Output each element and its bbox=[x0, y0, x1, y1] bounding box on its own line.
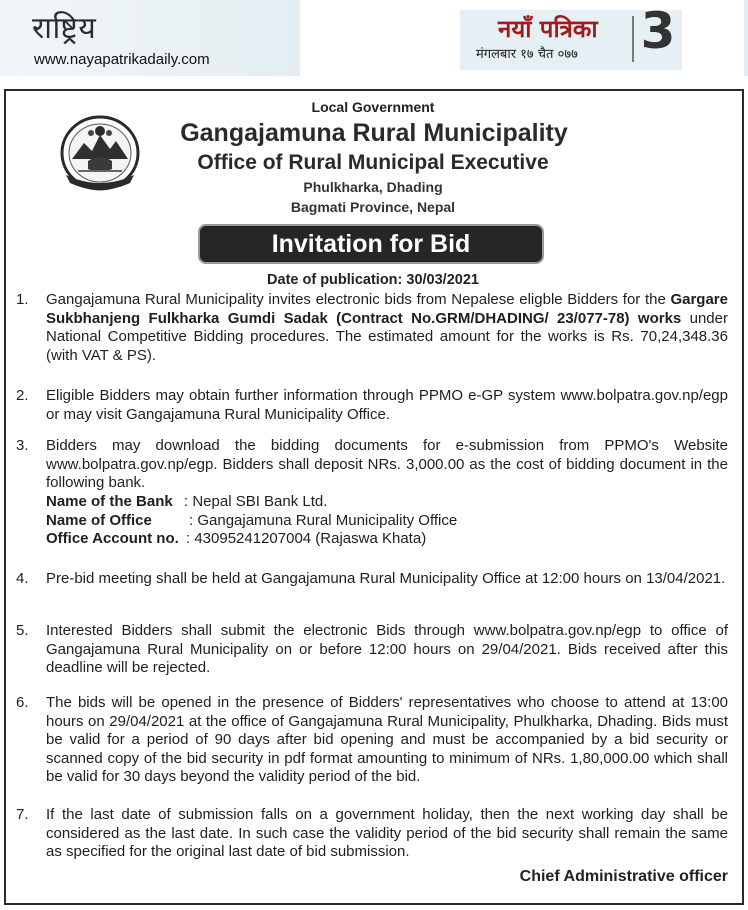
bank-detail-row bbox=[46, 493, 327, 512]
publication-date: Date of publication: 30/03/2021 bbox=[267, 272, 479, 288]
office-name: Office of Rural Municipal Executive bbox=[197, 151, 549, 174]
item-text: Pre-bid meeting shall be held at Gangajamuna Rural Municipality Office at 12:00 hours on 13/04/2021. bbox=[46, 570, 726, 587]
item-number: 6. bbox=[16, 694, 29, 711]
bank-detail-label: Name of the Bank bbox=[46, 493, 173, 510]
bank-detail-label: Name of Office bbox=[46, 511, 152, 529]
item-text: Gangajamuna Rural Municipality invites electronic bids from Nepalese eligble Bidders for the Gargare Sukbhanjeng Fulkharka Gumdi Sadak (Contract No.GRM/DHADING/ 23/077-78) works under National Competitive Bidding procedures. The estimated amount for the works is Rs. 70,24,348.36 (with VAT & PS). bbox=[46, 291, 728, 364]
item-number: 1. bbox=[16, 291, 29, 308]
item-text: Bidders may download the bidding documents for e-submission from PPMO's Website www.bolpatra.gov.np/egp. Bidders shall deposit NRs. 3,000.00 as the cost of bidding document in the following bank. bbox=[46, 437, 728, 491]
bank-detail-sep: : bbox=[189, 511, 194, 529]
signatory: Chief Administrative officer bbox=[519, 868, 728, 885]
bank-detail-value: 43095241207004 (Rajaswa Khata) bbox=[194, 530, 427, 547]
item-number: 7. bbox=[16, 806, 29, 823]
bank-detail-row bbox=[46, 512, 457, 531]
bank-detail-sep: : bbox=[186, 530, 191, 547]
item-text: If the last date of submission falls on a government holiday, then the next working day shall be considered as the last date. In such case the validity period of the bid security shall remain the same as specified for the original last date of bid submission. bbox=[46, 806, 728, 860]
website-url: www.nayapatrikadaily.com bbox=[34, 51, 210, 68]
bank-detail-label: Office Account no. bbox=[46, 530, 179, 547]
project-name: Gargare Sukbhanjeng Fulkharka Gumdi Sadak (Contract No.GRM/DHADING/ 23/077-78) works bbox=[46, 291, 728, 327]
bank-detail-value: Gangajamuna Rural Municipality Office bbox=[197, 511, 458, 529]
item-number: 2. bbox=[16, 387, 29, 404]
item-text: Eligible Bidders may obtain further information through PPMO e-GP system www.bolpatra.gov.np/egp or may visit Gangajamuna Rural Municipality Office. bbox=[46, 387, 728, 423]
notice-title-banner: Invitation for Bid bbox=[198, 224, 544, 264]
item-number: 4. bbox=[16, 570, 29, 587]
bid-notice-box bbox=[4, 89, 744, 905]
item-text: The bids will be opened in the presence of Bidders' representatives who choose to attend at 13:00 hours on 29/04/2021 at the office of Gangajamuna Rural Municipality, Phulkharka, Dhading. Bids must be valid for a period of 90 days after bid opening and must be accompanied by a bid security or scanned copy of the bid security in pdf format amounting to minimum of NRs. 1,80,000.00 which shall be valid for 30 days beyond the validity period of the bid. bbox=[46, 694, 728, 785]
bank-detail-sep: : bbox=[184, 493, 189, 510]
header-edge-stripe bbox=[744, 0, 748, 76]
page-number: 3 bbox=[640, 2, 676, 60]
header-divider bbox=[632, 16, 634, 62]
address-line-1: Phulkharka, Dhading bbox=[303, 179, 443, 195]
item-number: 5. bbox=[16, 622, 29, 639]
bank-detail-row bbox=[46, 530, 426, 549]
municipality-name: Gangajamuna Rural Municipality bbox=[180, 119, 568, 147]
item-text: Interested Bidders shall submit the electronic Bids through www.bolpatra.gov.np/egp to office of Gangajamuna Rural Municipality on or before 12:00 hours on 29/04/2021. Bids received after this deadline will be rejected. bbox=[46, 622, 728, 676]
newspaper-date: मंगलबार १७ चैत ०७७ bbox=[476, 47, 578, 62]
address-line-2: Bagmati Province, Nepal bbox=[290, 199, 456, 215]
newspaper-name: नयाँ पत्रिका bbox=[498, 15, 598, 43]
bank-detail-value: Nepal SBI Bank Ltd. bbox=[192, 493, 328, 510]
local-government-label: Local Government bbox=[311, 99, 435, 115]
item-number: 3. bbox=[16, 437, 29, 454]
section-title: राष्ट्रिय bbox=[32, 11, 97, 46]
